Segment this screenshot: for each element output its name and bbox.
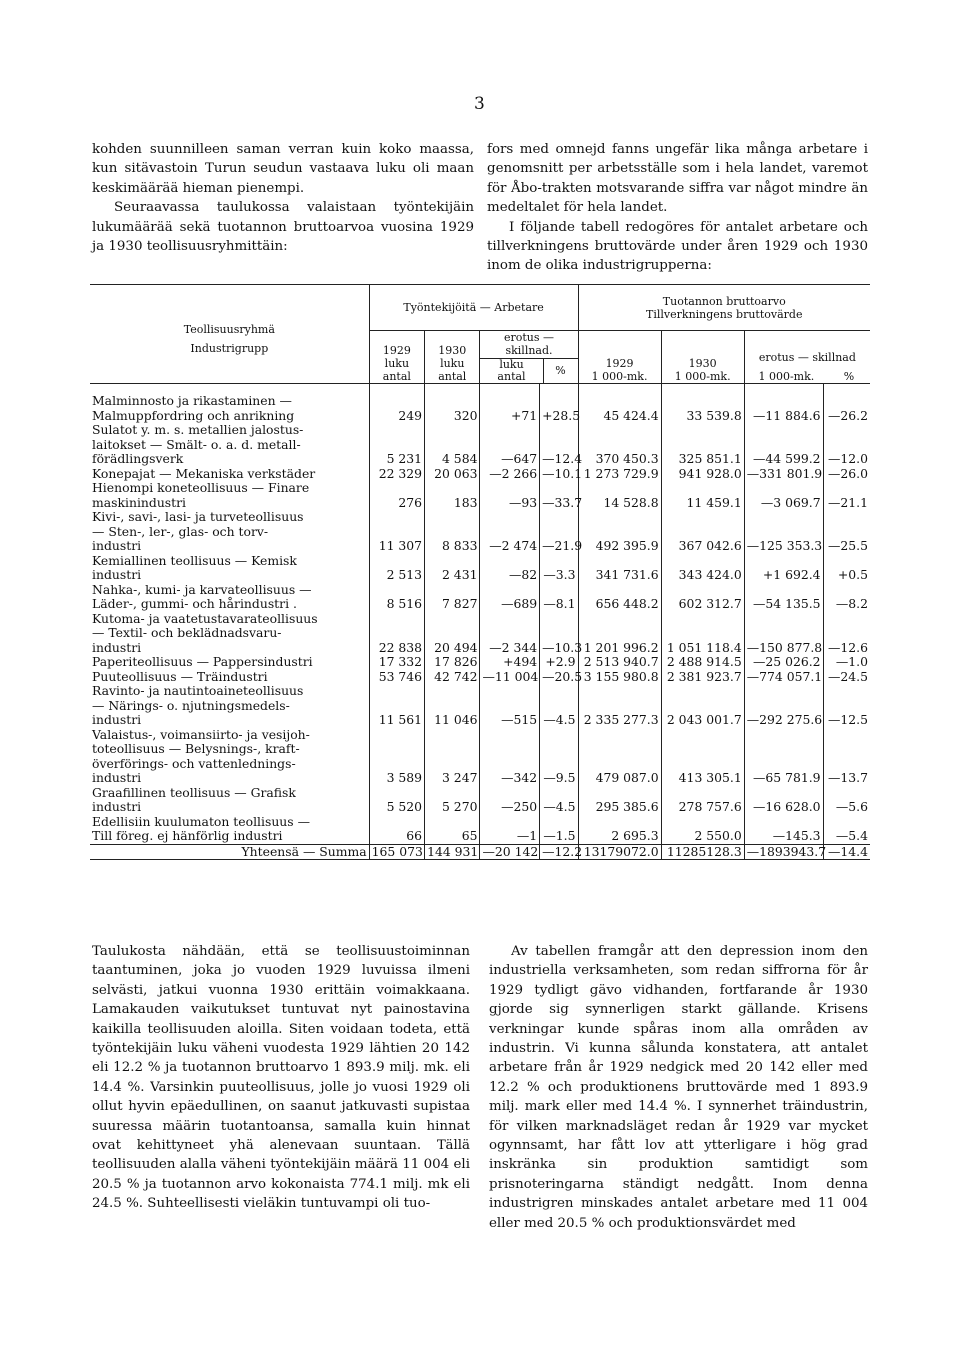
table-total-row: [90, 844, 870, 860]
cell-wp: —10.3: [540, 612, 578, 656]
table-row: [90, 481, 870, 510]
intro-text-finnish: [92, 140, 474, 256]
summary-paragraph-fi: Taulukosta nähdään, että se teollisuustoiminnan taantuminen, joka jo vuoden 1929 luvuissa ilmeni selvästi, jatkui vuonna 1930 erittäin voimakkaana. Lamakauden vaikutukset tuntuvat nyt painostavina kaikilla teollisuuden aloilla. Siten voidaan todeta, että työntekijäin luku väheni vuodesta 1929 lähtien 20 142 eli 12.2 % ja tuotannon bruttoarvo 1 893.9 milj. mk. eli 14.4 %. Varsinkin puuteollisuus, jolle jo vuosi 1929 oli ollut hyvin epäedullinen, on saanut jatkuvasti supistaa suuressa määrin tuotantoansa, samalla kuin hinnat ovat kehittyneet yhä alenevaan suuntaan. Tällä teollisuuden alalla väheni työntekijäin määrä 11 004 eli 20.5 % ja tuotannon arvo kokonaista 774.1 milj. mk eli 24.5 %. Suhteellisesti vieläkin tuntuvampi oli tuo-: [92, 944, 470, 1212]
row-label-line: Läder-, gummi- och hårindustri .: [92, 596, 297, 611]
cell-pd: —11 884.6: [744, 384, 823, 424]
intro-paragraph-2: Seuraavassa taulukossa valaistaan työntekijäin lukumäärää sekä tuotannon bruttoarvoa vuosina 1929 ja 1930 teollisuusryhmittäin:: [92, 200, 474, 255]
cell-wp: —9.5: [540, 728, 578, 786]
summary-text-finnish: [92, 942, 470, 1214]
header-workers-1929: [369, 331, 424, 384]
cell-w30: 17 826: [425, 655, 480, 670]
cell-p29: 1 201 996.2: [578, 612, 661, 656]
table-row: [90, 815, 870, 845]
summary-paragraph-sv: Av tabellen framgår att den depression inom den industriella verksamheten, som redan siffrorna för år 1929 tydligt gävo vidhanden, fortfarande år 1930 gjorde sig synnerligen starkt gällande. Krisens verkningar kunde spåras inom alla områden av industrin. Vi kunna sålunda konstatera, att antalet arbetare från år 1929 nedgick med 20 142 eller med 12.2 % och produktionens bruttovärde med 1 893.9 milj. mark eller med 14.4 %. I synnerhet träindustrin, för vilken marknadsläget redan år 1929 var mycket ogynnsamt, har fått lov att ytterligare i hög grad inskränka sin produktion samtidigt som prisnoteringarna ständigt nedgått. Inom denna industrigren minskades antalet arbetare med 11 004 eller med 20.5 % och produktionsvärdet med: [489, 944, 868, 1231]
row-label-line: Kemiallinen teollisuus — Kemisk: [92, 552, 297, 568]
cell-w29: 11 307: [369, 510, 424, 554]
table-row: [90, 423, 870, 467]
cell-pp: —21.1: [823, 481, 870, 510]
intro-text-swedish: [487, 140, 868, 276]
row-label-line: överförings- och vattenlednings-: [92, 755, 296, 771]
cell-w30: 183: [425, 481, 480, 510]
cell-wp: —10.1: [540, 467, 578, 482]
cell-p29: 656 448.2: [578, 583, 661, 612]
row-label-line: maskinindustri: [92, 494, 187, 510]
cell-p29: 45 424.4: [578, 384, 661, 424]
cell-w29: 249: [369, 384, 424, 424]
cell-pd: —145.3: [744, 815, 823, 845]
diff-amount-header: 1 000-mk.: [758, 370, 815, 383]
diff-subheaders: [745, 370, 870, 383]
total-label: Yhteensä — Summa: [90, 844, 369, 860]
diff-label: erotus — skillnad.: [480, 331, 577, 359]
cell-p30: 11 459.1: [661, 481, 744, 510]
total-wp: —12.2: [540, 844, 578, 860]
row-label-line: Paperiteollisuus — Pappersindustri: [92, 654, 313, 669]
cell-pd: —125 353.3: [744, 510, 823, 554]
year-1930: 1930: [438, 344, 467, 357]
cell-pd: +1 692.4: [744, 554, 823, 583]
cell-wd: —2 344: [480, 612, 540, 656]
cell-w30: 20 063: [425, 467, 480, 482]
intro-paragraph-1: kohden suunnilleen saman verran kuin koko maassa, kun sitävastoin Turun seudun vastaava luku oli maan keskimäärää hieman pienempi.: [92, 142, 474, 196]
header-production-diff: [744, 331, 870, 384]
row-label: [90, 467, 369, 482]
cell-w29: 5 231: [369, 423, 424, 467]
cell-wd: +71: [480, 384, 540, 424]
cell-pd: —774 057.1: [744, 670, 823, 685]
row-label: [90, 554, 369, 583]
table-row: [90, 728, 870, 786]
cell-w29: 11 561: [369, 684, 424, 728]
total-p30: 11285128.3: [661, 844, 744, 860]
cell-p29: 2 335 277.3: [578, 684, 661, 728]
row-label-line: toteollisuus — Belysnings-, kraft-: [92, 741, 300, 756]
cell-pd: —65 781.9: [744, 728, 823, 786]
row-label-line: industri: [92, 567, 142, 582]
cell-w30: 20 494: [425, 612, 480, 656]
cell-p29: 2 513 940.7: [578, 655, 661, 670]
header-production-1929: [578, 331, 661, 384]
cell-w29: 53 746: [369, 670, 424, 685]
cell-wd: +494: [480, 655, 540, 670]
row-label-line: Kutoma- ja vaatetustavarateollisuus: [92, 610, 318, 626]
row-label-line: Konepajat — Mekaniska verkstäder: [92, 465, 316, 481]
cell-pp: —26.2: [823, 384, 870, 424]
row-label-line: Edellisiin kuulumaton teollisuus —: [92, 813, 310, 829]
table-row: [90, 670, 870, 685]
row-label-line: Malmuppfordring och anrikning: [92, 407, 295, 423]
cell-pp: —24.5: [823, 670, 870, 685]
cell-w29: 17 332: [369, 655, 424, 670]
header-group-fi: Teollisuusryhmä: [183, 323, 275, 336]
cell-w30: 5 270: [425, 786, 480, 815]
cell-pd: —331 801.9: [744, 467, 823, 482]
row-label-line: Nahka-, kumi- ja karvateollisuus —: [92, 581, 312, 597]
cell-p29: 492 395.9: [578, 510, 661, 554]
cell-pd: —54 135.5: [744, 583, 823, 612]
header-workers: Työntekijöitä — Arbetare: [369, 285, 578, 331]
luku-label: luku: [440, 357, 465, 370]
cell-p30: 278 757.6: [661, 786, 744, 815]
row-label: [90, 815, 369, 845]
cell-p29: 341 731.6: [578, 554, 661, 583]
row-label: [90, 670, 369, 685]
cell-w29: 2 513: [369, 554, 424, 583]
year-1929: 1929: [382, 344, 411, 357]
header-workers-diff: [480, 331, 578, 384]
cell-p30: 413 305.1: [661, 728, 744, 786]
cell-pd: —292 275.6: [744, 684, 823, 728]
cell-wd: —1: [480, 815, 540, 845]
cell-pp: —1.0: [823, 655, 870, 670]
header-production-1930: [661, 331, 744, 384]
cell-w29: 22 329: [369, 467, 424, 482]
row-label: [90, 786, 369, 815]
row-label-line: — Textil- och beklädnadsvaru-: [92, 625, 282, 640]
total-w30: 144 931: [425, 844, 480, 860]
cell-wp: —8.1: [540, 583, 578, 612]
cell-p29: 14 528.8: [578, 481, 661, 510]
cell-w30: 4 584: [425, 423, 480, 467]
cell-p30: 2 550.0: [661, 815, 744, 845]
unit-label: 1 000-mk.: [591, 370, 648, 383]
cell-p30: 2 488 914.5: [661, 655, 744, 670]
header-production-sv: Tillverkningens bruttovärde: [646, 307, 803, 321]
row-label-line: Valaistus-, voimansiirto- ja vesijoh-: [92, 726, 310, 742]
row-label: [90, 510, 369, 554]
table-row: [90, 655, 870, 670]
table-row: [90, 786, 870, 815]
cell-wp: —1.5: [540, 815, 578, 845]
row-label: [90, 583, 369, 612]
header-industry-group: [90, 285, 369, 384]
diff-count-header: [480, 359, 542, 383]
intro-paragraph-2-sv: I följande tabell redogöres för antalet arbetare och tillverkningens bruttovärde under åren 1929 och 1930 inom de olika industrigrupperna:: [487, 219, 868, 274]
row-label-line: Sulatot y. m. s. metallien jalostus-: [92, 422, 304, 437]
cell-wp: —20.5: [540, 670, 578, 685]
cell-wd: —2 474: [480, 510, 540, 554]
table-row: [90, 554, 870, 583]
row-label-line: industri: [92, 712, 142, 727]
cell-w29: 8 516: [369, 583, 424, 612]
antal-label: antal: [382, 370, 411, 383]
total-p29: 13179072.0: [578, 844, 661, 860]
cell-w30: 2 431: [425, 554, 480, 583]
cell-p29: 2 695.3: [578, 815, 661, 845]
page-number: 3: [474, 94, 485, 114]
row-label-line: industri: [92, 639, 142, 655]
cell-p29: 1 273 729.9: [578, 467, 661, 482]
cell-pp: —25.5: [823, 510, 870, 554]
row-label: [90, 655, 369, 670]
cell-wd: —93: [480, 481, 540, 510]
cell-pp: —8.2: [823, 583, 870, 612]
cell-wd: —689: [480, 583, 540, 612]
cell-wp: —4.5: [540, 786, 578, 815]
cell-wd: —250: [480, 786, 540, 815]
header-production-fi: Tuotannon bruttoarvo: [662, 294, 786, 308]
unit-label: 1 000-mk.: [674, 370, 731, 383]
cell-pd: —44 599.2: [744, 423, 823, 467]
row-label-line: Hienompi koneteollisuus — Finare: [92, 480, 310, 495]
cell-w29: 3 589: [369, 728, 424, 786]
cell-pp: —13.7: [823, 728, 870, 786]
cell-wd: —11 004: [480, 670, 540, 685]
luku-label: luku: [499, 358, 524, 371]
luku-label: luku: [384, 357, 410, 370]
cell-wp: +2.9: [540, 655, 578, 670]
cell-w30: 7 827: [425, 583, 480, 612]
cell-wp: —3.3: [540, 554, 578, 583]
diff-label: erotus — skillnad: [758, 351, 856, 364]
cell-w29: 22 838: [369, 612, 424, 656]
total-pp: —14.4: [823, 844, 870, 860]
table-row: [90, 384, 870, 424]
cell-wp: —21.9: [540, 510, 578, 554]
cell-w29: 66: [369, 815, 424, 845]
row-label: [90, 423, 369, 467]
table-row: [90, 612, 870, 656]
cell-p30: 33 539.8: [661, 384, 744, 424]
header-group-sv: Industrigrupp: [190, 342, 269, 355]
row-label-line: industri: [92, 799, 142, 814]
cell-pd: —25 026.2: [744, 655, 823, 670]
total-w29: 165 073: [369, 844, 424, 860]
cell-pp: —5.6: [823, 786, 870, 815]
header-workers-1930: [425, 331, 480, 384]
header-production: [578, 285, 870, 331]
cell-p30: 941 928.0: [661, 467, 744, 482]
cell-w30: 65: [425, 815, 480, 845]
row-label-line: Kivi-, savi-, lasi- ja turveteollisuus: [92, 509, 304, 524]
cell-w30: 42 742: [425, 670, 480, 685]
cell-w29: 5 520: [369, 786, 424, 815]
cell-w30: 8 833: [425, 510, 480, 554]
antal-label: antal: [497, 370, 526, 383]
cell-p30: 1 051 118.4: [661, 612, 744, 656]
cell-pp: —12.0: [823, 423, 870, 467]
row-label-line: — Sten-, ler-, glas- och torv-: [92, 523, 269, 539]
table-row: [90, 467, 870, 482]
row-label-line: förädlingsverk: [92, 451, 184, 466]
table-row: [90, 684, 870, 728]
cell-wd: —647: [480, 423, 540, 467]
cell-pd: —3 069.7: [744, 481, 823, 510]
row-label: [90, 384, 369, 424]
cell-p30: 343 424.0: [661, 554, 744, 583]
cell-wd: —2 266: [480, 467, 540, 482]
cell-pd: —150 877.8: [744, 612, 823, 656]
cell-pp: —12.5: [823, 684, 870, 728]
intro-paragraph-1-sv: fors med omnejd fanns ungefär lika många arbetare i genomsnitt per arbetsställe som i hela landet, varemot för Åbo-trakten motsvarande siffra var något mindre än medeltalet för hela landet.: [487, 142, 868, 216]
cell-w29: 276: [369, 481, 424, 510]
row-label-line: Till föreg. ej hänförlig industri: [92, 828, 283, 843]
row-label-line: — Närings- o. njutningsmedels-: [92, 697, 290, 713]
row-label-line: Ravinto- ja nautintoaineteollisuus: [92, 683, 304, 698]
cell-p29: 3 155 980.8: [578, 670, 661, 685]
row-label: [90, 481, 369, 510]
table-row: [90, 583, 870, 612]
cell-wd: —515: [480, 684, 540, 728]
diff-percent-header: %: [843, 370, 855, 383]
diff-subheaders: [480, 359, 577, 383]
cell-w30: 3 247: [425, 728, 480, 786]
cell-wd: —82: [480, 554, 540, 583]
row-label-line: Malminnosto ja rikastaminen —: [92, 393, 292, 408]
cell-pp: —12.6: [823, 612, 870, 656]
year-1929: 1929: [605, 357, 634, 370]
cell-wp: —4.5: [540, 684, 578, 728]
row-label-line: industri: [92, 770, 142, 785]
antal-label: antal: [438, 370, 467, 383]
row-label-line: Graafillinen teollisuus — Grafisk: [92, 784, 296, 800]
cell-pp: —5.4: [823, 815, 870, 845]
cell-p29: 479 087.0: [578, 728, 661, 786]
cell-wp: +28.5: [540, 384, 578, 424]
cell-wd: —342: [480, 728, 540, 786]
total-wd: —20 142: [480, 844, 540, 860]
table-row: [90, 510, 870, 554]
row-label: [90, 728, 369, 786]
industry-statistics-table: [90, 284, 870, 860]
cell-p29: 295 385.6: [578, 786, 661, 815]
cell-p29: 370 450.3: [578, 423, 661, 467]
cell-pp: —26.0: [823, 467, 870, 482]
cell-wp: —12.4: [540, 423, 578, 467]
cell-pp: +0.5: [823, 554, 870, 583]
cell-p30: 367 042.6: [661, 510, 744, 554]
cell-p30: 2 043 001.7: [661, 684, 744, 728]
total-pd: —1893943.7: [744, 844, 823, 860]
cell-pd: —16 628.0: [744, 786, 823, 815]
cell-p30: 325 851.1: [661, 423, 744, 467]
row-label: [90, 684, 369, 728]
row-label-line: industri: [92, 538, 142, 553]
row-label-line: Puuteollisuus — Träindustri: [92, 668, 268, 684]
year-1930: 1930: [688, 357, 717, 370]
summary-text-swedish: [489, 942, 868, 1233]
cell-wp: —33.7: [540, 481, 578, 510]
cell-w30: 11 046: [425, 684, 480, 728]
cell-p30: 602 312.7: [661, 583, 744, 612]
row-label-line: laitokset — Smält- o. a. d. metall-: [92, 436, 301, 452]
diff-percent-header: %: [543, 359, 578, 383]
row-label: [90, 612, 369, 656]
cell-p30: 2 381 923.7: [661, 670, 744, 685]
cell-w30: 320: [425, 384, 480, 424]
